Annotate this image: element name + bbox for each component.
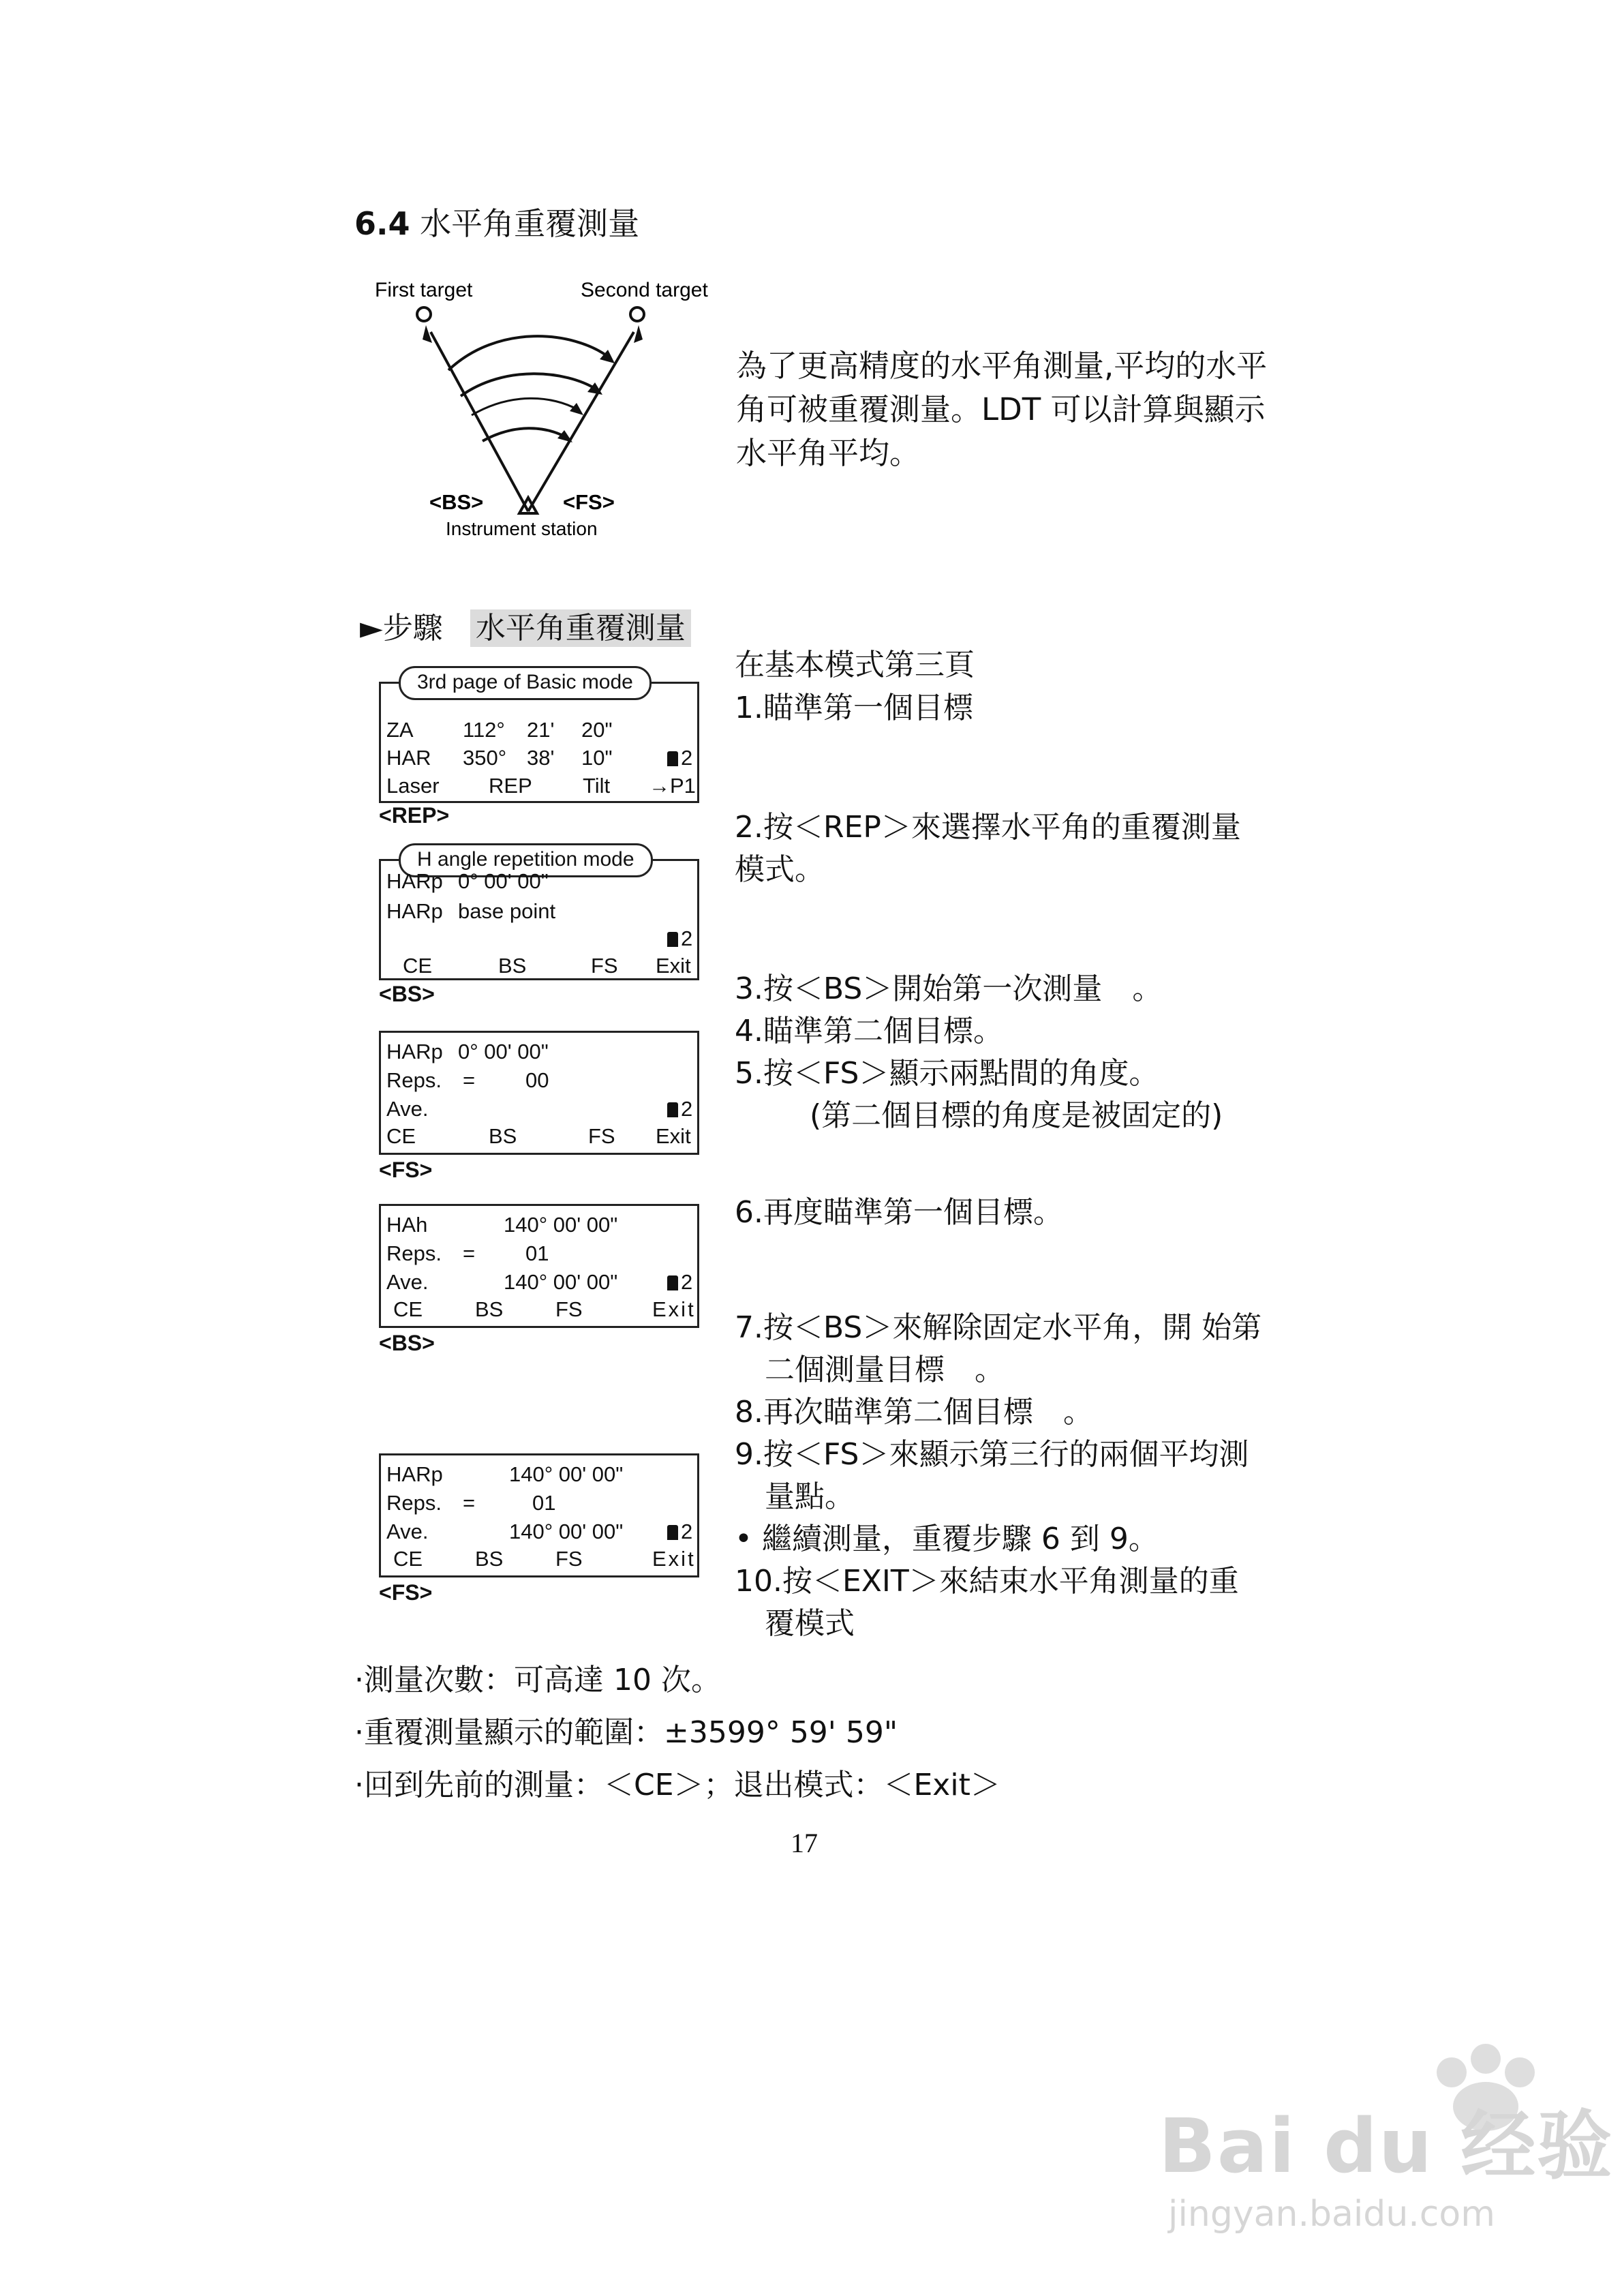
lcd-softkeys	[386, 1547, 696, 1574]
intro-paragraph	[736, 344, 1349, 475]
step-line: 6.再度瞄準第一個目標。	[735, 1195, 1063, 1230]
key-label: <FS>	[379, 1158, 433, 1182]
step-line: 10.按＜EXIT＞來結束水平角測量的重	[735, 1564, 1239, 1599]
note-line: ·回到先前的測量：＜CE＞；退出模式：＜Exit＞	[354, 1768, 1000, 1802]
softkey-exit[interactable]: Exit	[656, 954, 691, 978]
softkey-bs[interactable]: BS	[475, 1297, 504, 1321]
bs-label: <BS>	[429, 490, 484, 514]
battery-icon	[667, 1102, 678, 1117]
first-target-label: First target	[375, 279, 473, 301]
station-label: Instrument station	[446, 518, 598, 539]
softkey-exit[interactable]: Exit	[652, 1297, 696, 1321]
step-line: 7.按＜BS＞來解除固定水平角，開 始第	[735, 1310, 1262, 1345]
key-label: <BS>	[379, 982, 435, 1006]
softkey-tilt[interactable]: Tilt	[583, 774, 611, 798]
lcd-basic-mode-p3	[379, 671, 699, 803]
softkey-bs[interactable]: BS	[475, 1547, 504, 1571]
note-line: ·重覆測量顯示的範圍：±3599° 59' 59"	[354, 1715, 898, 1750]
step-line: (第二個目標的角度是被固定的)	[810, 1098, 1223, 1133]
battery-icon	[667, 1525, 678, 1540]
second-target-icon	[630, 307, 644, 321]
softkey-laser[interactable]: Laser	[386, 774, 440, 798]
second-target-label: Second target	[581, 279, 708, 301]
key-label: <BS>	[379, 1331, 435, 1355]
step-line: 覆模式	[765, 1606, 855, 1641]
fs-line	[528, 332, 634, 511]
section-number: 6.4	[354, 205, 410, 242]
key-label: <REP>	[379, 803, 450, 828]
fs-label: <FS>	[563, 490, 615, 514]
steps-header	[360, 603, 691, 647]
intro-line: 為了更高精度的水平角測量,平均的水平	[736, 348, 1268, 384]
softkey-exit[interactable]: Exit	[652, 1547, 696, 1571]
battery-icon	[667, 751, 678, 766]
lcd-first-measure: HARp 0° 00' 00" Reps. = 00 Ave. 2 CE BS FS Exit	[379, 1031, 699, 1155]
lcd-softkeys	[386, 954, 692, 981]
softkey-bs[interactable]: BS	[489, 1124, 517, 1148]
note-line: ·測量次數：可高達 10 次。	[354, 1663, 721, 1697]
key-label: <FS>	[379, 1580, 433, 1605]
softkey-ce[interactable]: CE	[393, 1297, 423, 1321]
softkey-ce[interactable]: CE	[403, 954, 433, 978]
step-line: 4.瞄準第二個目標。	[735, 1014, 1003, 1048]
steps-marker: ►步驟	[360, 611, 443, 646]
step-line: 8.再次瞄準第二個目標 。	[735, 1395, 1093, 1430]
softkey-fs[interactable]: FS	[588, 1124, 615, 1148]
softkey-exit[interactable]: Exit	[656, 1124, 691, 1148]
lcd-second-measure: HAh 140° 00' 00" Reps. = 01 Ave. 140° 00' 00" 2 CE BS FS Exit	[379, 1204, 699, 1328]
lcd-row: HAR 350° 38' 10" 2	[386, 746, 693, 770]
step-line: 二個測量目標 。	[765, 1353, 1005, 1387]
softkey-fs[interactable]: FS	[591, 954, 618, 978]
step-line: 9.按＜FS＞來顯示第三行的兩個平均測	[735, 1437, 1249, 1472]
softkey-fs[interactable]: FS	[555, 1297, 583, 1321]
softkey-ce[interactable]: CE	[386, 1124, 416, 1148]
lcd-softkeys	[386, 774, 696, 801]
step-line: • 繼續測量，重覆步驟 6 到 9。	[735, 1522, 1159, 1556]
lcd-softkeys	[386, 1297, 696, 1325]
lcd-h-angle-repetition: H angle repetition mode HARp 0° 00' 00" HARp base point 2 CE BS FS Exit	[379, 859, 699, 980]
steps-label: 水平角重覆測量	[470, 609, 691, 647]
softkey-p1[interactable]: →P1	[649, 774, 696, 798]
first-target-icon	[417, 307, 431, 321]
step-line: 在基本模式第三頁	[735, 648, 975, 682]
step-line: 模式。	[735, 852, 825, 887]
battery-icon	[667, 932, 678, 947]
step-line: 5.按＜FS＞顯示兩點間的角度。	[735, 1056, 1159, 1091]
battery-icon	[667, 1275, 678, 1290]
section-title	[354, 199, 639, 244]
section-title-text: 水平角重覆測量	[420, 205, 640, 242]
lcd-tab: 3rd page of Basic mode	[399, 666, 652, 700]
page-number: 17	[791, 1828, 818, 1858]
lcd-average-result: HARp 140° 00' 00" Reps. = 01 Ave. 140° 00' 00" 2 CE BS FS Exit	[379, 1453, 699, 1577]
step-line: 1.瞄準第一個目標	[735, 691, 973, 725]
bs-line	[431, 332, 528, 511]
repetition-diagram	[361, 269, 729, 556]
lcd-row: ZA 112° 21' 20"	[386, 718, 613, 742]
softkey-rep[interactable]: REP	[489, 774, 532, 798]
baidu-watermark	[1159, 2086, 1613, 2235]
step-line: 2.按＜REP＞來選擇水平角的重覆測量	[735, 810, 1241, 845]
intro-line: 水平角平均。	[736, 435, 921, 471]
intro-line: 角可被重覆測量。LDT 可以計算與顯示	[736, 391, 1266, 427]
softkey-fs[interactable]: FS	[555, 1547, 583, 1571]
lcd-tab: H angle repetition mode	[399, 843, 653, 877]
step-line: 量點。	[765, 1479, 855, 1514]
step-line: 3.按＜BS＞開始第一次測量 。	[735, 971, 1163, 1006]
lcd-softkeys	[386, 1124, 692, 1151]
watermark-url: jingyan.baidu.com	[1168, 2194, 1495, 2235]
softkey-ce[interactable]: CE	[393, 1547, 423, 1571]
softkey-bs[interactable]: BS	[498, 954, 527, 978]
watermark-brand: Bai du 经验	[1159, 2102, 1614, 2190]
